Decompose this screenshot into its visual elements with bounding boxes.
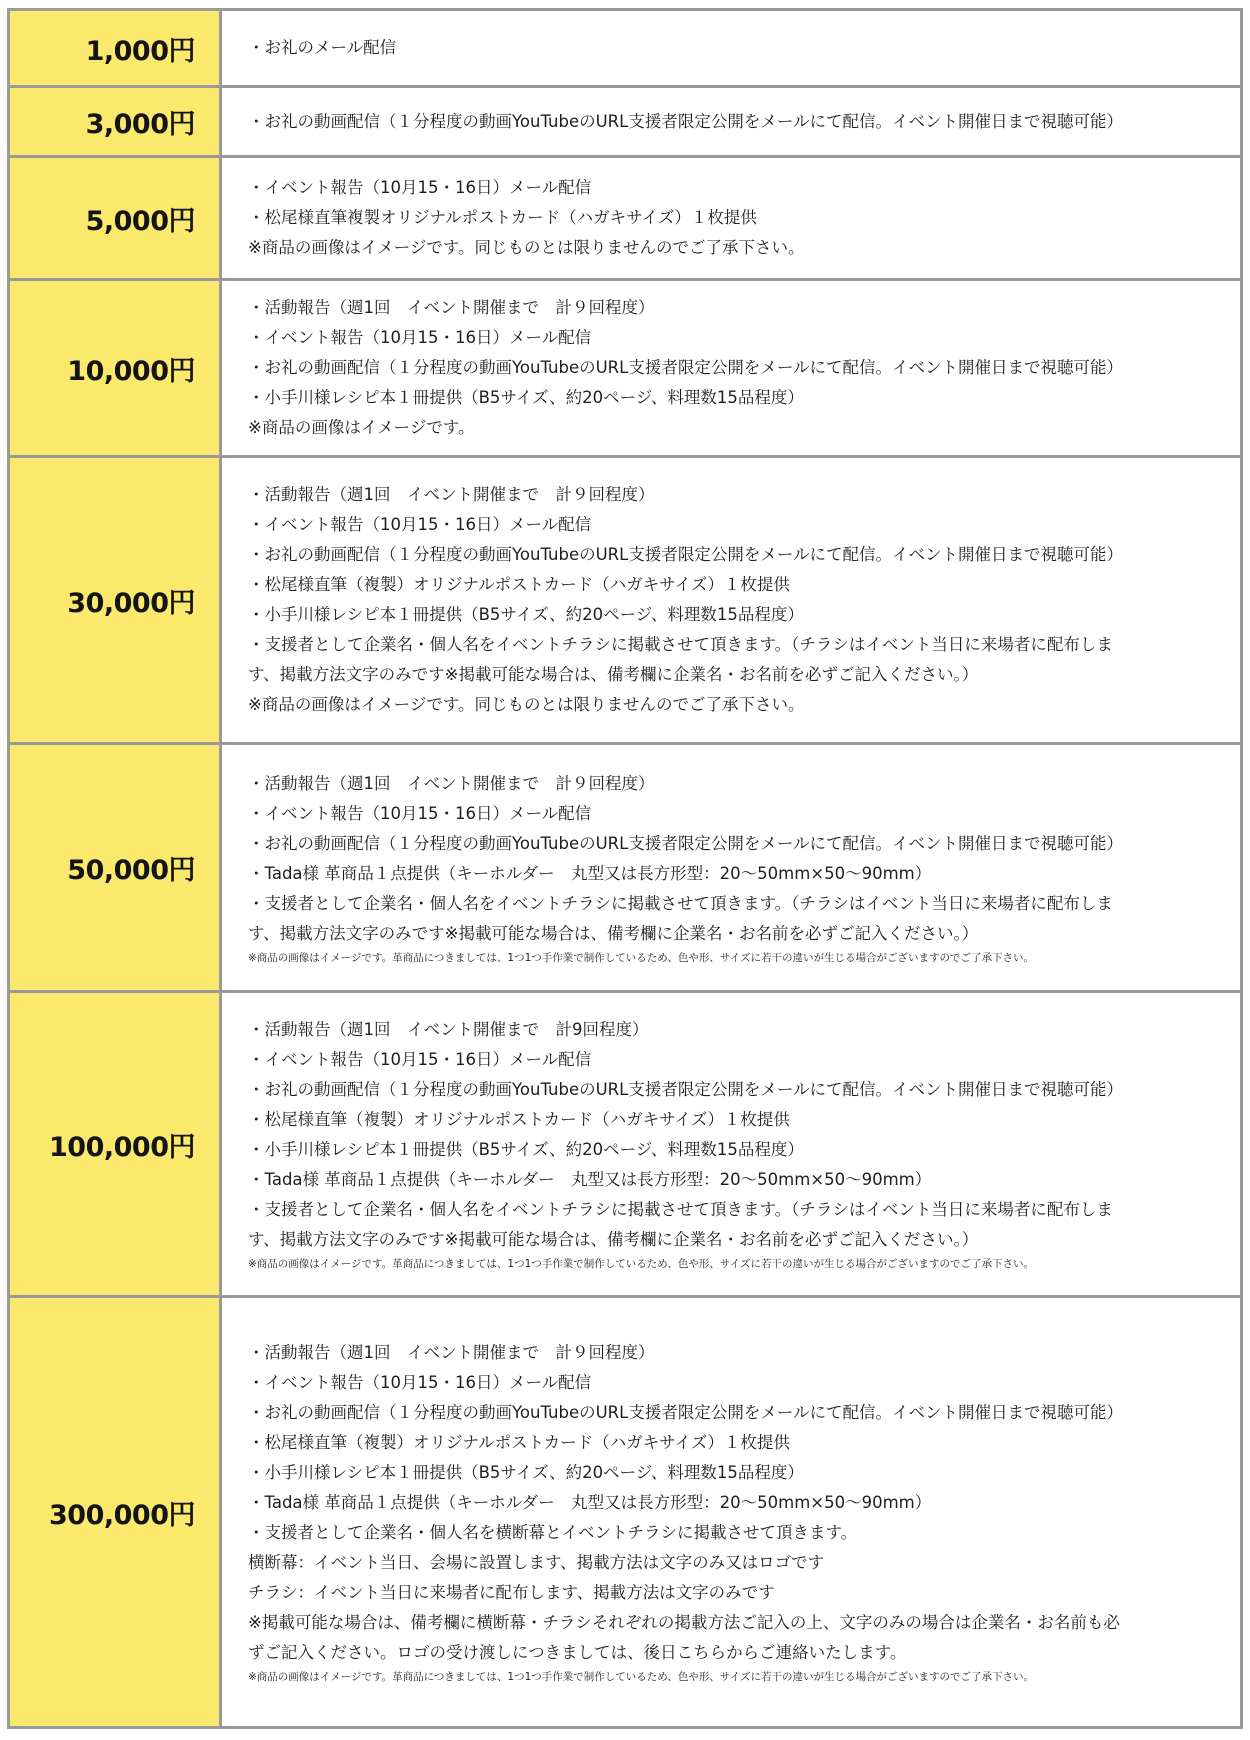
reward-tier-table [7,8,1243,1729]
tier-description [222,281,1240,455]
reward-line: ・支援者として企業名・個人名をイベントチラシに掲載させて頂きます。（チラシはイベント当日に来場者に配布しま [248,635,1113,654]
reward-line: ・Tada様 革商品１点提供（キーホルダー 丸型又は長方形型：20〜50mm×50〜90mm） [248,863,932,883]
tier-price: 30,000円 [10,458,222,742]
reward-line: ・支援者として企業名・個人名を横断幕とイベントチラシに掲載させて頂きます。 [248,1523,858,1542]
tier-price: 5,000円 [10,158,222,278]
reward-line: ・松尾様直筆（複製）オリジナルポストカード（ハガキサイズ）１枚提供 [248,1110,790,1129]
reward-line: す、掲載方法文字のみです※掲載可能な場合は、備考欄に企業名・お名前を必ずご記入ください。） [248,1230,979,1249]
reward-line: ・Tada様 革商品１点提供（キーホルダー 丸型又は長方形型：20〜50mm×50〜90mm） [248,1170,932,1189]
reward-line: ・お礼の動画配信（１分程度の動画YouTubeのURL支援者限定公開をメールにて配信。イベント開催日まで視聴可能） [248,1403,1123,1422]
reward-line: す、掲載方法文字のみです※掲載可能な場合は、備考欄に企業名・お名前を必ずご記入ください。） [248,665,979,684]
tier-row-3000 [10,88,1240,158]
tier-row-100000 [10,993,1240,1298]
reward-line: ずご記入ください。ロゴの受け渡しにつきましては、後日こちらからご連絡いたします。 [248,1643,907,1662]
tier-row-10000 [10,281,1240,458]
tier-price: 10,000円 [10,281,222,455]
reward-line: す、掲載方法文字のみです※掲載可能な場合は、備考欄に企業名・お名前を必ずご記入ください。） [248,923,979,943]
reward-line: ・支援者として企業名・個人名をイベントチラシに掲載させて頂きます。（チラシはイベント当日に来場者に配布しま [248,893,1113,913]
reward-line: ・お礼の動画配信（１分程度の動画YouTubeのURL支援者限定公開をメールにて配信。イベント開催日まで視聴可能） [248,358,1123,377]
reward-line: ・松尾様直筆（複製）オリジナルポストカード（ハガキサイズ）１枚提供 [248,575,790,594]
reward-line: ・松尾様直筆複製オリジナルポストカード（ハガキサイズ）１枚提供 [248,208,757,227]
image-disclaimer: ※商品の画像はイメージです。 [248,418,475,437]
tier-description [222,745,1240,990]
tier-price: 50,000円 [10,745,222,990]
image-disclaimer: ※商品の画像はイメージです。同じものとは限りませんのでご了承下さい。 [248,695,805,714]
tier-price: 100,000円 [10,993,222,1295]
reward-line: ・お礼のメール配信 [248,38,397,57]
tier-description [222,458,1240,742]
tier-row-5000 [10,158,1240,281]
reward-line: ・イベント報告（10月15・16日）メール配信 [248,1050,592,1069]
tier-row-50000 [10,745,1240,993]
tier-description [222,88,1240,155]
reward-line: ・小手川様レシピ本１冊提供（B5サイズ、約20ページ、料理数15品程度） [248,388,804,407]
reward-line: ・小手川様レシピ本１冊提供（B5サイズ、約20ページ、料理数15品程度） [248,1463,804,1482]
tier-price: 300,000円 [10,1298,222,1726]
tier-description [222,11,1240,85]
tier-description [222,993,1240,1295]
tier-description [222,1298,1240,1726]
image-disclaimer: ※商品の画像はイメージです。革商品につきましては、1つ1つ手作業で制作しているため、色や形、サイズに若干の違いが生じる場合がございますのでご了承下さい。 [248,1671,1035,1683]
reward-line: ・お礼の動画配信（１分程度の動画YouTubeのURL支援者限定公開をメールにて配信。イベント開催日まで視聴可能） [248,545,1123,564]
tier-row-1000 [10,11,1240,88]
reward-line: ・イベント報告（10月15・16日）メール配信 [248,328,592,347]
reward-line: ・お礼の動画配信（１分程度の動画YouTubeのURL支援者限定公開をメールにて配信。イベント開催日まで視聴可能） [248,833,1123,853]
reward-line: ・イベント報告（10月15・16日）メール配信 [248,803,592,823]
image-disclaimer: ※商品の画像はイメージです。革商品につきましては、1つ1つ手作業で制作しているため、色や形、サイズに若干の違いが生じる場合がございますのでご了承下さい。 [248,951,1035,964]
tier-row-30000 [10,458,1240,745]
reward-line: ・活動報告（週1回 イベント開催まで 計９回程度） [248,773,655,793]
reward-line: ・活動報告（週1回 イベント開催まで 計9回程度） [248,1020,649,1039]
reward-line: ・お礼の動画配信（１分程度の動画YouTubeのURL支援者限定公開をメールにて配信。イベント開催日まで視聴可能） [248,1080,1123,1099]
reward-line: ・支援者として企業名・個人名をイベントチラシに掲載させて頂きます。（チラシはイベント当日に来場者に配布しま [248,1200,1113,1219]
tier-price: 1,000円 [10,11,222,85]
tier-description [222,158,1240,278]
reward-line: ・イベント報告（10月15・16日）メール配信 [248,1373,592,1392]
reward-line: ・イベント報告（10月15・16日）メール配信 [248,178,592,197]
reward-line: ・活動報告（週1回 イベント開催まで 計９回程度） [248,485,655,504]
reward-line: 横断幕：イベント当日、会場に設置します、掲載方法は文字のみ又はロゴです [248,1553,825,1572]
tier-price: 3,000円 [10,88,222,155]
reward-line: チラシ：イベント当日に来場者に配布します、掲載方法は文字のみです [248,1583,775,1602]
reward-line: ※掲載可能な場合は、備考欄に横断幕・チラシそれぞれの掲載方法ご記入の上、文字のみの場合は企業名・お名前も必 [248,1613,1120,1632]
reward-line: ・活動報告（週1回 イベント開催まで 計９回程度） [248,298,655,317]
reward-line: ・活動報告（週1回 イベント開催まで 計９回程度） [248,1343,655,1362]
image-disclaimer: ※商品の画像はイメージです。革商品につきましては、1つ1つ手作業で制作しているため、色や形、サイズに若干の違いが生じる場合がございますのでご了承下さい。 [248,1258,1035,1270]
image-disclaimer: ※商品の画像はイメージです。同じものとは限りませんのでご了承下さい。 [248,238,805,257]
reward-line: ・Tada様 革商品１点提供（キーホルダー 丸型又は長方形型：20〜50mm×50〜90mm） [248,1493,932,1512]
reward-line: ・イベント報告（10月15・16日）メール配信 [248,515,592,534]
reward-line: ・お礼の動画配信（１分程度の動画YouTubeのURL支援者限定公開をメールにて配信。イベント開催日まで視聴可能） [248,111,1123,131]
reward-line: ・小手川様レシピ本１冊提供（B5サイズ、約20ページ、料理数15品程度） [248,1140,804,1159]
reward-line: ・松尾様直筆（複製）オリジナルポストカード（ハガキサイズ）１枚提供 [248,1433,790,1452]
reward-line: ・小手川様レシピ本１冊提供（B5サイズ、約20ページ、料理数15品程度） [248,605,804,624]
tier-row-300000 [10,1298,1240,1726]
